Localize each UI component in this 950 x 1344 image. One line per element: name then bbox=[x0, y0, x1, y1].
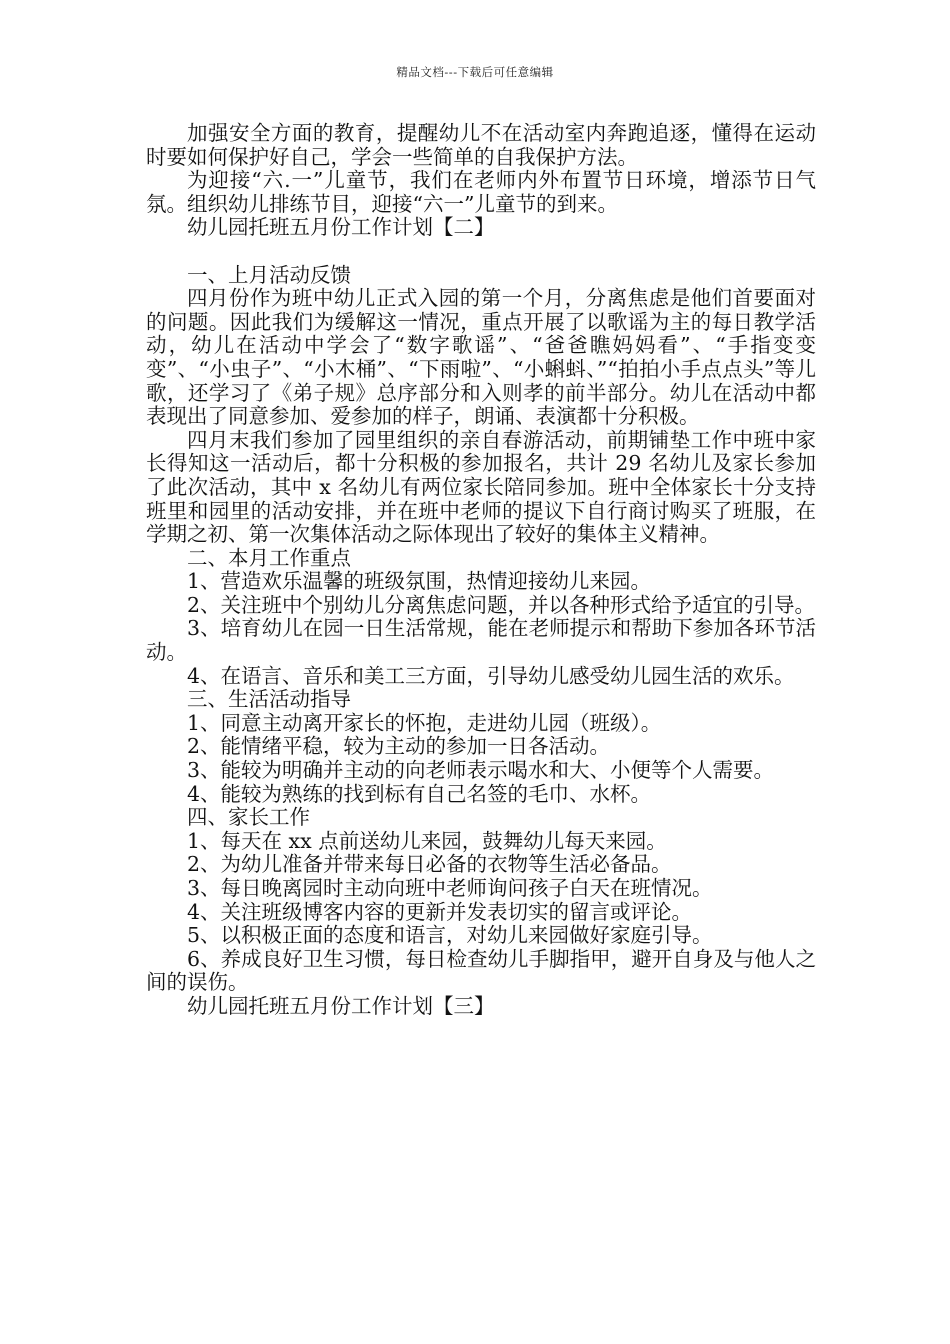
list-item-parent-3: 3、每日晚离园时主动向班中老师询问孩子白天在班情况。 bbox=[187, 876, 713, 900]
page-header: 精品文档---下载后可任意编辑 bbox=[396, 65, 554, 79]
heading-parent-work: 四、家长工作 bbox=[187, 805, 310, 830]
list-item-focus-4: 4、在语言、音乐和美工三方面，引导幼儿感受幼儿园生活的欢乐。 bbox=[187, 663, 795, 688]
list-item-parent-2: 2、为幼儿准备并带来每日必备的衣物等生活必备品。 bbox=[187, 852, 672, 877]
document-body bbox=[146, 122, 816, 1019]
heading-life-guidance: 三、生活活动指导 bbox=[187, 687, 351, 712]
paragraph-childrens-day: 为迎接“六.一”儿童节，我们在老师内外布置节日环境，增添节日气氛。组织幼儿排练节目，迎接“六一”儿童节的到来。 bbox=[146, 168, 816, 216]
list-item-focus-3: 3、培育幼儿在园一日生活常规，能在老师提示和帮助下参加各环节活动。 bbox=[146, 616, 816, 665]
list-item-life-4: 4、能较为熟练的找到标有自己名签的毛巾、水杯。 bbox=[187, 781, 652, 806]
list-item-life-3: 3、能较为明确并主动的向老师表示喝水和大、小便等个人需要。 bbox=[187, 758, 775, 783]
list-item-parent-5: 5、以积极正面的态度和语言，对幼儿来园做好家庭引导。 bbox=[187, 923, 713, 948]
heading-work-focus: 二、本月工作重点 bbox=[187, 545, 351, 570]
paragraph-spring-outing: 四月末我们参加了园里组织的亲自春游活动，前期铺垫工作中班中家长得知这一活动后，都十分积极的参加报名，共计 29 名幼儿及家长参加了此次活动，其中 x 名幼儿有两位家长陪同参加。班中全体家长十分支持班里和园里的活动安排，并在班中老师的提议下自行商讨购买了班服，在学期之初、第一次集体活动之际体现出了较好的集体主义精神。 bbox=[146, 427, 816, 547]
paragraph-safety-education: 加强安全方面的教育，提醒幼儿不在活动室内奔跑追逐，懂得在运动时要如何保护好自己，学会一些简单的自我保护方法。 bbox=[146, 121, 816, 169]
heading-last-month-feedback: 一、上月活动反馈 bbox=[187, 262, 351, 287]
list-item-parent-6: 6、养成良好卫生习惯，每日检查幼儿手脚指甲，避开自身及与他人之间的误伤。 bbox=[146, 946, 816, 995]
paragraph-april-activities: 四月份作为班中幼儿正式入园的第一个月，分离焦虑是他们首要面对的问题。因此我们为缓解这一情况，重点开展了以歌谣为主的每日教学活动，幼儿在活动中学会了“数字歌谣”、“爸爸瞧妈妈看”、“手指变变变”、“小虫子”、“小木桶”、“下雨啦”、“小蝌蚪、”“拍拍小手点点头”等儿歌，还学习了《弟子规》总序部分和入则孝的前半部分。幼儿在活动中都表现出了同意参加、爱参加的样子，朗诵、表演都十分积极。 bbox=[146, 286, 816, 429]
section-title-plan-2: 幼儿园托班五月份工作计划【二】 bbox=[187, 215, 495, 240]
list-item-parent-4: 4、关注班级博客内容的更新并发表切实的留言或评论。 bbox=[187, 899, 693, 924]
blank-line bbox=[146, 240, 816, 264]
list-item-life-1: 1、同意主动离开家长的怀抱，走进幼儿园（班级）。 bbox=[187, 710, 662, 735]
section-title-plan-3: 幼儿园托班五月份工作计划【三】 bbox=[187, 993, 495, 1018]
list-item-focus-2: 2、关注班中个别幼儿分离焦虑问题，并以各种形式给予适宜的引导。 bbox=[187, 592, 816, 617]
list-item-life-2: 2、能情绪平稳，较为主动的参加一日各活动。 bbox=[187, 734, 611, 759]
list-item-focus-1: 1、营造欢乐温馨的班级氛围，热情迎接幼儿来园。 bbox=[187, 569, 652, 594]
list-item-parent-1: 1、每天在 xx 点前送幼儿来园，鼓舞幼儿每天来园。 bbox=[187, 828, 667, 853]
